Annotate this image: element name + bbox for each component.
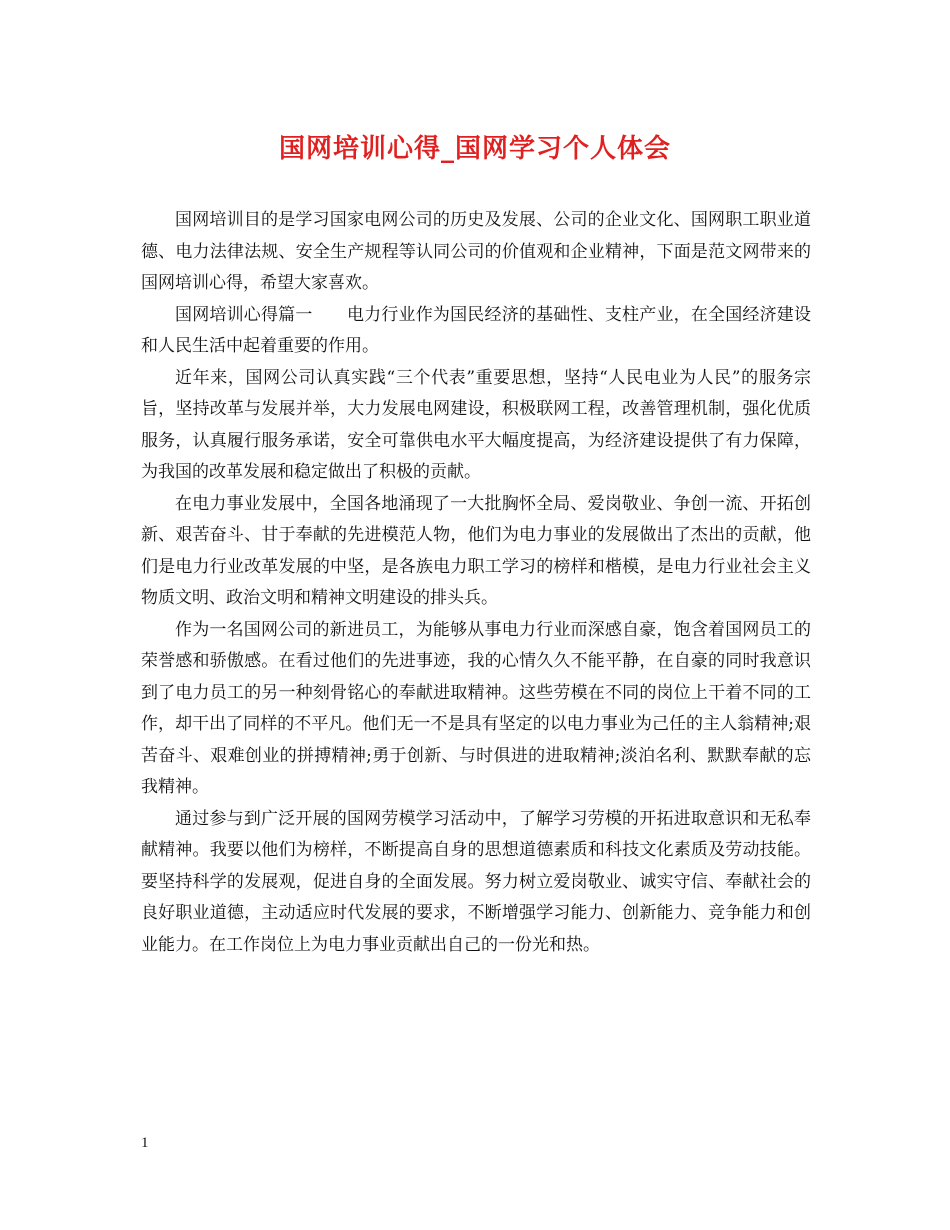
paragraph-new-employee: 作为一名国网公司的新进员工，为能够从事电力行业而深感自豪，饱含着国网员工的荣誉感和骄傲感。在看过他们的先进事迹，我的心情久久不能平静，在自豪的同时我意识到了电力员工的另一种刻骨铭心的奉献进取精神。这些劳模在不同的岗位上干着不同的工作，却干出了同样的不平凡。他们无一不是具有坚定的以电力事业为己任的主人翁精神;艰苦奋斗、艰难创业的拼搏精神;勇于创新、与时俱进的进取精神;淡泊名利、默默奉献的忘我精神。 xyxy=(141,619,811,797)
paragraph-intro: 国网培训目的是学习国家电网公司的历史及发展、公司的企业文化、国网职工职业道德、电力法律法规、安全生产规程等认同公司的价值观和企业精神，下面是范文网带来的国网培训心得，希望大家喜欢。 xyxy=(141,210,811,293)
paragraph-model-workers: 在电力事业发展中，全国各地涌现了一大批胸怀全局、爱岗敬业、争创一流、开拓创新、艰苦奋斗、甘于奉献的先进模范人物，他们为电力事业的发展做出了杰出的贡献，他们是电力行业改革发展的中坚，是各族电力职工学习的榜样和楷模，是电力行业社会主义物质文明、政治文明和精神文明建设的排头兵。 xyxy=(141,493,811,608)
paragraph-recent-years: 近年来，国网公司认真实践“三个代表”重要思想，坚持“人民电业为人民”的服务宗旨，坚持改革与发展并举，大力发展电网建设，积极联网工程，改善管理机制，强化优质服务，认真履行服务承诺，安全可靠供电水平大幅度提高，为经济建设提供了有力保障，为我国的改革发展和稳定做出了积极的贡献。 xyxy=(141,367,811,482)
paragraph-learning-activity: 通过参与到广泛开展的国网劳模学习活动中，了解学习劳模的开拓进取意识和无私奉献精神。我要以他们为榜样，不断提高自身的思想道德素质和科技文化素质及劳动技能。要坚持科学的发展观，促进自身的全面发展。努力树立爱岗敬业、诚实守信、奉献社会的良好职业道德，主动适应时代发展的要求，不断增强学习能力、创新能力、竞争能力和创业能力。在工作岗位上为电力事业贡献出自己的一份光和热。 xyxy=(141,808,811,955)
paragraph-part-one: 国网培训心得篇一 电力行业作为国民经济的基础性、支柱产业，在全国经济建设和人民生活中起着重要的作用。 xyxy=(141,304,811,356)
page-number: 1 xyxy=(141,1135,149,1151)
document-title: 国网培训心得_国网学习个人体会 xyxy=(278,134,671,164)
document-body xyxy=(141,205,811,961)
